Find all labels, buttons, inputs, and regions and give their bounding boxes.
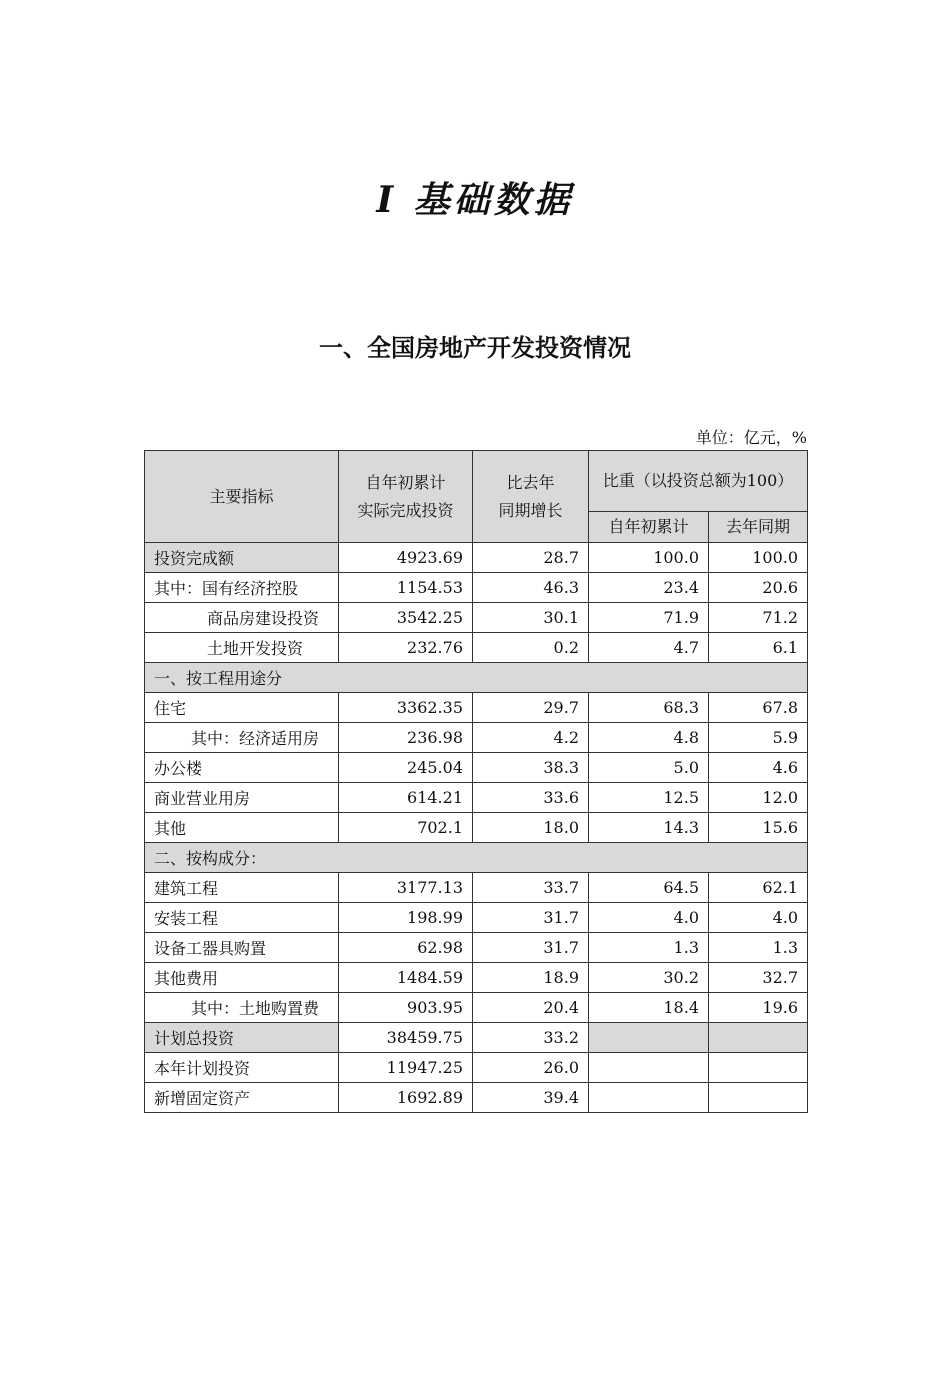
row-label: 设备工器具购置: [145, 933, 339, 963]
table-row: [145, 933, 808, 963]
cell-v1: 1692.89: [339, 1083, 473, 1113]
row-label: 计划总投资: [145, 1023, 339, 1053]
cell-v3: 18.4: [589, 993, 709, 1023]
row-label: 其中：经济适用房: [145, 723, 339, 753]
cell-v1: 1484.59: [339, 963, 473, 993]
cell-v3: 64.5: [589, 873, 709, 903]
cell-v1: 1154.53: [339, 573, 473, 603]
cell-v4: 19.6: [709, 993, 808, 1023]
row-label: 其他: [145, 813, 339, 843]
cell-v1: 232.76: [339, 633, 473, 663]
cell-v4: [709, 1053, 808, 1083]
cell-v3: 71.9: [589, 603, 709, 633]
section-label: 一、按工程用途分: [145, 663, 808, 693]
cell-v4: 12.0: [709, 783, 808, 813]
table-row: [145, 783, 808, 813]
cell-v3: 5.0: [589, 753, 709, 783]
table-row: [145, 813, 808, 843]
header-indicator: 主要指标: [145, 451, 339, 543]
table-row: [145, 963, 808, 993]
cell-v1: 4923.69: [339, 543, 473, 573]
table-row: [145, 1053, 808, 1083]
cell-v3: 4.8: [589, 723, 709, 753]
cell-v2: 33.7: [473, 873, 589, 903]
header-share: 比重（以投资总额为100）: [589, 451, 808, 512]
investment-table: [144, 450, 808, 1113]
cell-v4: [709, 1083, 808, 1113]
section-row: [145, 663, 808, 693]
table-row: [145, 603, 808, 633]
cell-v2: 30.1: [473, 603, 589, 633]
table-row: [145, 633, 808, 663]
cell-v3: 4.7: [589, 633, 709, 663]
cell-v2: 33.6: [473, 783, 589, 813]
table-row: [145, 543, 808, 573]
table-row: [145, 723, 808, 753]
cell-v4: 62.1: [709, 873, 808, 903]
row-label: 商业营业用房: [145, 783, 339, 813]
cell-v3: 23.4: [589, 573, 709, 603]
table-body: [145, 543, 808, 1113]
row-label: 办公楼: [145, 753, 339, 783]
cell-v2: 38.3: [473, 753, 589, 783]
row-label: 投资完成额: [145, 543, 339, 573]
row-label: 其他费用: [145, 963, 339, 993]
cell-v2: 39.4: [473, 1083, 589, 1113]
cell-v1: 614.21: [339, 783, 473, 813]
cell-v2: 29.7: [473, 693, 589, 723]
row-label: 其中：国有经济控股: [145, 573, 339, 603]
header-share-ytd: 自年初累计: [589, 512, 709, 543]
row-label: 土地开发投资: [145, 633, 339, 663]
cell-v4: 6.1: [709, 633, 808, 663]
cell-v1: 245.04: [339, 753, 473, 783]
cell-v2: 46.3: [473, 573, 589, 603]
cell-v4: 20.6: [709, 573, 808, 603]
cell-v1: 702.1: [339, 813, 473, 843]
cell-v4: 1.3: [709, 933, 808, 963]
row-label: 建筑工程: [145, 873, 339, 903]
row-label: 安装工程: [145, 903, 339, 933]
table-row: [145, 873, 808, 903]
cell-v4: 67.8: [709, 693, 808, 723]
header-cumulative: [339, 451, 473, 543]
cell-v2: 26.0: [473, 1053, 589, 1083]
cell-v3: [589, 1053, 709, 1083]
cell-v2: 18.0: [473, 813, 589, 843]
cell-v2: 18.9: [473, 963, 589, 993]
cell-v1: 236.98: [339, 723, 473, 753]
cell-v3: 1.3: [589, 933, 709, 963]
header-growth-line1: 比去年: [506, 472, 555, 492]
row-label: 其中：土地购置费: [145, 993, 339, 1023]
section-label: 二、按构成分：: [145, 843, 808, 873]
cell-v3: [589, 1023, 709, 1053]
cell-v2: 0.2: [473, 633, 589, 663]
row-label: 新增固定资产: [145, 1083, 339, 1113]
cell-v2: 31.7: [473, 933, 589, 963]
cell-v3: 12.5: [589, 783, 709, 813]
cell-v2: 20.4: [473, 993, 589, 1023]
cell-v1: 3542.25: [339, 603, 473, 633]
cell-v1: 11947.25: [339, 1053, 473, 1083]
table-row: [145, 1023, 808, 1053]
cell-v3: [589, 1083, 709, 1113]
table-row: [145, 753, 808, 783]
cell-v4: 100.0: [709, 543, 808, 573]
cell-v4: 32.7: [709, 963, 808, 993]
unit-note: 单位：亿元，%: [695, 428, 807, 447]
header-share-last-year: 去年同期: [709, 512, 808, 543]
table-row: [145, 1083, 808, 1113]
cell-v4: 15.6: [709, 813, 808, 843]
cell-v3: 68.3: [589, 693, 709, 723]
cell-v4: 71.2: [709, 603, 808, 633]
cell-v3: 30.2: [589, 963, 709, 993]
table-row: [145, 693, 808, 723]
cell-v3: 4.0: [589, 903, 709, 933]
table-row: [145, 993, 808, 1023]
cell-v4: 5.9: [709, 723, 808, 753]
cell-v2: 28.7: [473, 543, 589, 573]
cell-v1: 903.95: [339, 993, 473, 1023]
header-cumulative-line1: 自年初累计: [365, 472, 446, 492]
cell-v4: 4.0: [709, 903, 808, 933]
cell-v1: 38459.75: [339, 1023, 473, 1053]
cell-v1: 62.98: [339, 933, 473, 963]
cell-v1: 198.99: [339, 903, 473, 933]
cell-v3: 14.3: [589, 813, 709, 843]
cell-v2: 4.2: [473, 723, 589, 753]
cell-v1: 3362.35: [339, 693, 473, 723]
table-row: [145, 903, 808, 933]
header-cumulative-line2: 实际完成投资: [357, 500, 454, 520]
header-growth-line2: 同期增长: [498, 500, 563, 520]
cell-v4: 4.6: [709, 753, 808, 783]
cell-v2: 31.7: [473, 903, 589, 933]
cell-v3: 100.0: [589, 543, 709, 573]
chapter-title: Ⅰ 基础数据: [376, 179, 574, 221]
cell-v1: 3177.13: [339, 873, 473, 903]
header-growth: [473, 451, 589, 543]
table-row: [145, 573, 808, 603]
section-row: [145, 843, 808, 873]
section-title: 一、全国房地产开发投资情况: [319, 334, 631, 362]
row-label: 本年计划投资: [145, 1053, 339, 1083]
cell-v2: 33.2: [473, 1023, 589, 1053]
cell-v4: [709, 1023, 808, 1053]
row-label: 住宅: [145, 693, 339, 723]
row-label: 商品房建设投资: [145, 603, 339, 633]
